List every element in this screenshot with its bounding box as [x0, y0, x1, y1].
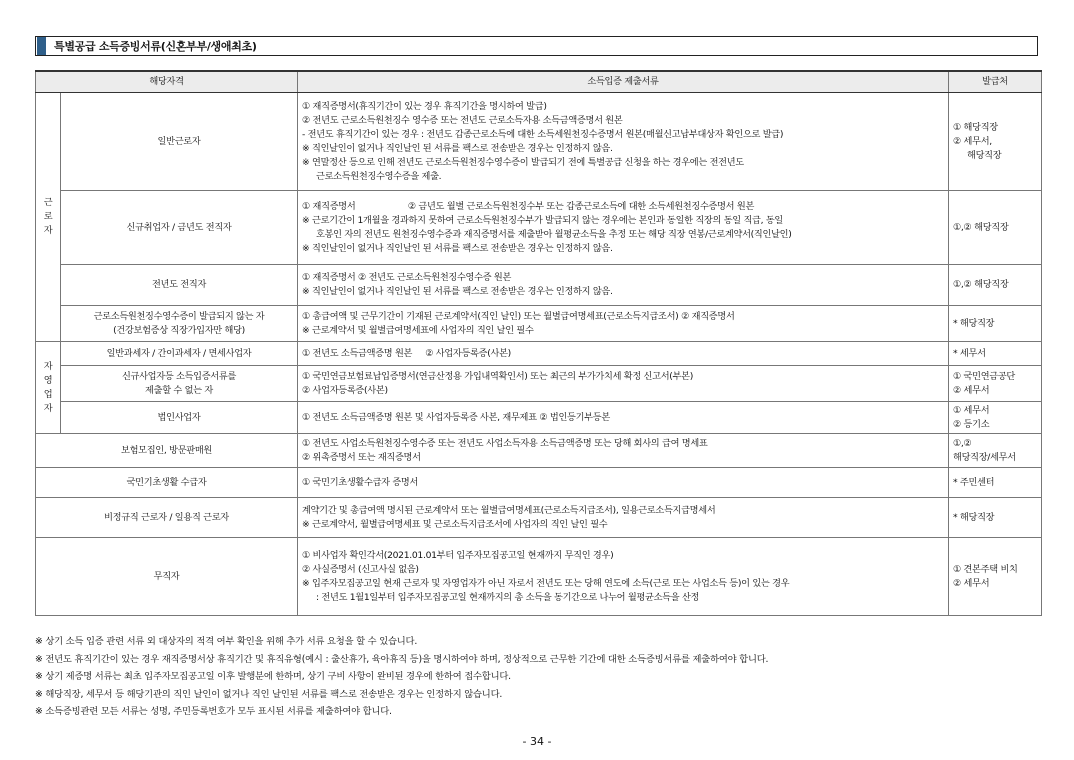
qualification-cell: 신규사업자등 소득입증서류를 제출할 수 없는 자	[61, 366, 298, 402]
table-row	[36, 402, 1042, 434]
footnote: ※ 해당직장, 세무서 등 해당기관의 직인 날인이 없거나 직인 날인된 서류를 팩스로 전송받은 경우는 인정하지 않습니다.	[35, 688, 503, 700]
qualification-cell: 무직자	[36, 538, 298, 616]
header-row	[36, 71, 1042, 93]
issuer-cell: * 주민센터	[949, 468, 1042, 498]
income-documents-table	[35, 70, 1042, 616]
group-label-worker: 근 로 자	[36, 93, 61, 342]
table-row	[36, 366, 1042, 402]
footnote: ※ 상기 제증명 서류는 최초 입주자모집공고일 이후 발행분에 한하며, 상기 구비 사항이 완비된 경우에 한하여 접수합니다.	[35, 671, 511, 682]
title-accent-bar	[37, 37, 46, 55]
qualification-cell: 일반근로자	[61, 93, 298, 191]
issuer-cell: * 해당직장	[949, 498, 1042, 538]
table-row	[36, 306, 1042, 342]
documents-cell: ① 전년도 소득금액증명 원본 ② 사업자등록증(사본)	[298, 342, 949, 366]
footnote: ※ 상기 소득 입증 관련 서류 외 대상자의 적격 여부 확인을 위해 추가 서류 요청을 할 수 있습니다.	[35, 636, 418, 647]
issuer-cell: * 세무서	[949, 342, 1042, 366]
footnote: ※ 전년도 휴직기간이 있는 경우 재직증명서상 휴직기간 및 휴직유형(예시 : 출산휴가, 육아휴직 등)을 명시하여야 하며, 정상적으로 근무한 기간에 대한 소득증빙서류를 제출하여야 합니다.	[35, 653, 769, 665]
documents-cell: ① 재직증명서 ② 금년도 월별 근로소득원천징수부 또는 갑종근로소득에 대한 소득세원천징수증명서 원본 ※ 근로기간이 1개월을 경과하지 못하여 근로소득원천징수부가 발급되지 않는 경우에는 본인과 동일한 직장의 동일 직급, 동일 호봉인 자의 전년도 원천징수영수증과 재직증명서를 제출받아 월평균소득을 추정 또는 해당 직장 연봉/근로계약서(직인날인) ※ 직인날인이 없거나 직인날인 된 서류를 팩스로 전송받은 경우는 인정하지 않음.	[298, 191, 949, 265]
qualification-cell: 비정규직 근로자 / 일용직 근로자	[36, 498, 298, 538]
header-issuer: 발급처	[949, 71, 1042, 93]
table-row	[36, 538, 1042, 616]
table-row	[36, 468, 1042, 498]
issuer-cell: ①,② 해당직장/세무서	[949, 434, 1042, 468]
qualification-cell: 신규취업자 / 금년도 전직자	[61, 191, 298, 265]
table-row	[36, 434, 1042, 468]
issuer-cell: ① 세무서 ② 등기소	[949, 402, 1042, 434]
issuer-cell: ①,② 해당직장	[949, 191, 1042, 265]
documents-cell: ① 재직증명서(휴직기간이 있는 경우 휴직기간을 명시하여 발급) ② 전년도 근로소득원천징수 영수증 또는 전년도 근로소득자용 소득금액증명서 원본 - 전년도 휴직기간이 있는 경우 : 전년도 갑종근로소득에 대한 소득세원천징수증명서 원본(매월신고납부대상자 확인으로 발급) ※ 직인날인이 없거나 직인날인 된 서류를 팩스로 전송받은 경우는 인정하지 않음. ※ 연말정산 등으로 인해 전년도 근로소득원천징수영수증이 발급되기 전에 특별공급 신청을 하는 경우에는 전전년도 근로소득원천징수영수증을 제출.	[298, 93, 949, 191]
qualification-cell: 일반과세자 / 간이과세자 / 면세사업자	[61, 342, 298, 366]
table-row	[36, 342, 1042, 366]
header-qualification: 해당자격	[36, 71, 298, 93]
section-title-box	[35, 36, 1038, 56]
qualification-cell: 전년도 전직자	[61, 265, 298, 306]
table-row	[36, 191, 1042, 265]
documents-cell: ① 국민연금보험료납입증명서(연금산정용 가입내역확인서) 또는 최근의 부가가치세 확정 신고서(부본) ② 사업자등록증(사본)	[298, 366, 949, 402]
table-row	[36, 265, 1042, 306]
documents-cell: ① 전년도 소득금액증명 원본 및 사업자등록증 사본, 재무제표 ② 법인등기부등본	[298, 402, 949, 434]
qualification-cell: 근로소득원천징수영수증이 발급되지 않는 자 (건강보험증상 직장가입자만 해당)	[61, 306, 298, 342]
documents-cell: 계약기간 및 총급여액 명시된 근로계약서 또는 월별급여명세표(근로소득지급조서), 일용근로소득지급명세서 ※ 근로계약서, 월별급여명세표 및 근로소득지급조서에 사업자의 직인 날인 필수	[298, 498, 949, 538]
issuer-cell: ① 해당직장 ② 세무서, 해당직장	[949, 93, 1042, 191]
issuer-cell: ①,② 해당직장	[949, 265, 1042, 306]
documents-cell: ① 재직증명서 ② 전년도 근로소득원천징수영수증 원본 ※ 직인날인이 없거나 직인날인 된 서류를 팩스로 전송받은 경우는 인정하지 않음.	[298, 265, 949, 306]
issuer-cell: * 해당직장	[949, 306, 1042, 342]
issuer-cell: ① 견본주택 비치 ② 세무서	[949, 538, 1042, 616]
table-row	[36, 498, 1042, 538]
header-documents: 소득입증 제출서류	[298, 71, 949, 93]
documents-cell: ① 전년도 사업소득원천징수영수증 또는 전년도 사업소득자용 소득금액증명 또는 당해 회사의 급여 명세표 ② 위촉증명서 또는 재직증명서	[298, 434, 949, 468]
documents-cell: ① 국민기초생활수급자 증명서	[298, 468, 949, 498]
table-row	[36, 93, 1042, 191]
footnote: ※ 소득증빙관련 모든 서류는 성명, 주민등록번호가 모두 표시된 서류를 제출하여야 합니다.	[35, 706, 392, 717]
section-title: 특별공급 소득증빙서류(신혼부부/생애최초)	[54, 40, 257, 53]
documents-cell: ① 총급여액 및 근무기간이 기재된 근로계약서(직인 날인) 또는 월별급여명세표(근로소득지급조서) ② 재직증명서 ※ 근로계약서 및 월별급여명세표에 사업자의 직인 날인 필수	[298, 306, 949, 342]
qualification-cell: 국민기초생활 수급자	[36, 468, 298, 498]
page-number: - 34 -	[522, 735, 552, 748]
issuer-cell: ① 국민연금공단 ② 세무서	[949, 366, 1042, 402]
documents-cell: ① 비사업자 확인각서(2021.01.01부터 입주자모집공고일 현재까지 무직인 경우) ② 사실증명서 (신고사실 없음) ※ 입주자모집공고일 현재 근로자 및 자영업자가 아닌 자로서 전년도 또는 당해 연도에 소득(근로 또는 사업소득 등)이 있는 경우 : 전년도 1월1일부터 입주자모집공고일 현재까지의 총 소득을 동기간으로 나누어 월평균소득을 산정	[298, 538, 949, 616]
group-label-self-employed: 자 영 업 자	[36, 342, 61, 434]
qualification-cell: 법인사업자	[61, 402, 298, 434]
footnotes	[35, 633, 768, 721]
qualification-cell: 보험모집인, 방문판매원	[36, 434, 298, 468]
